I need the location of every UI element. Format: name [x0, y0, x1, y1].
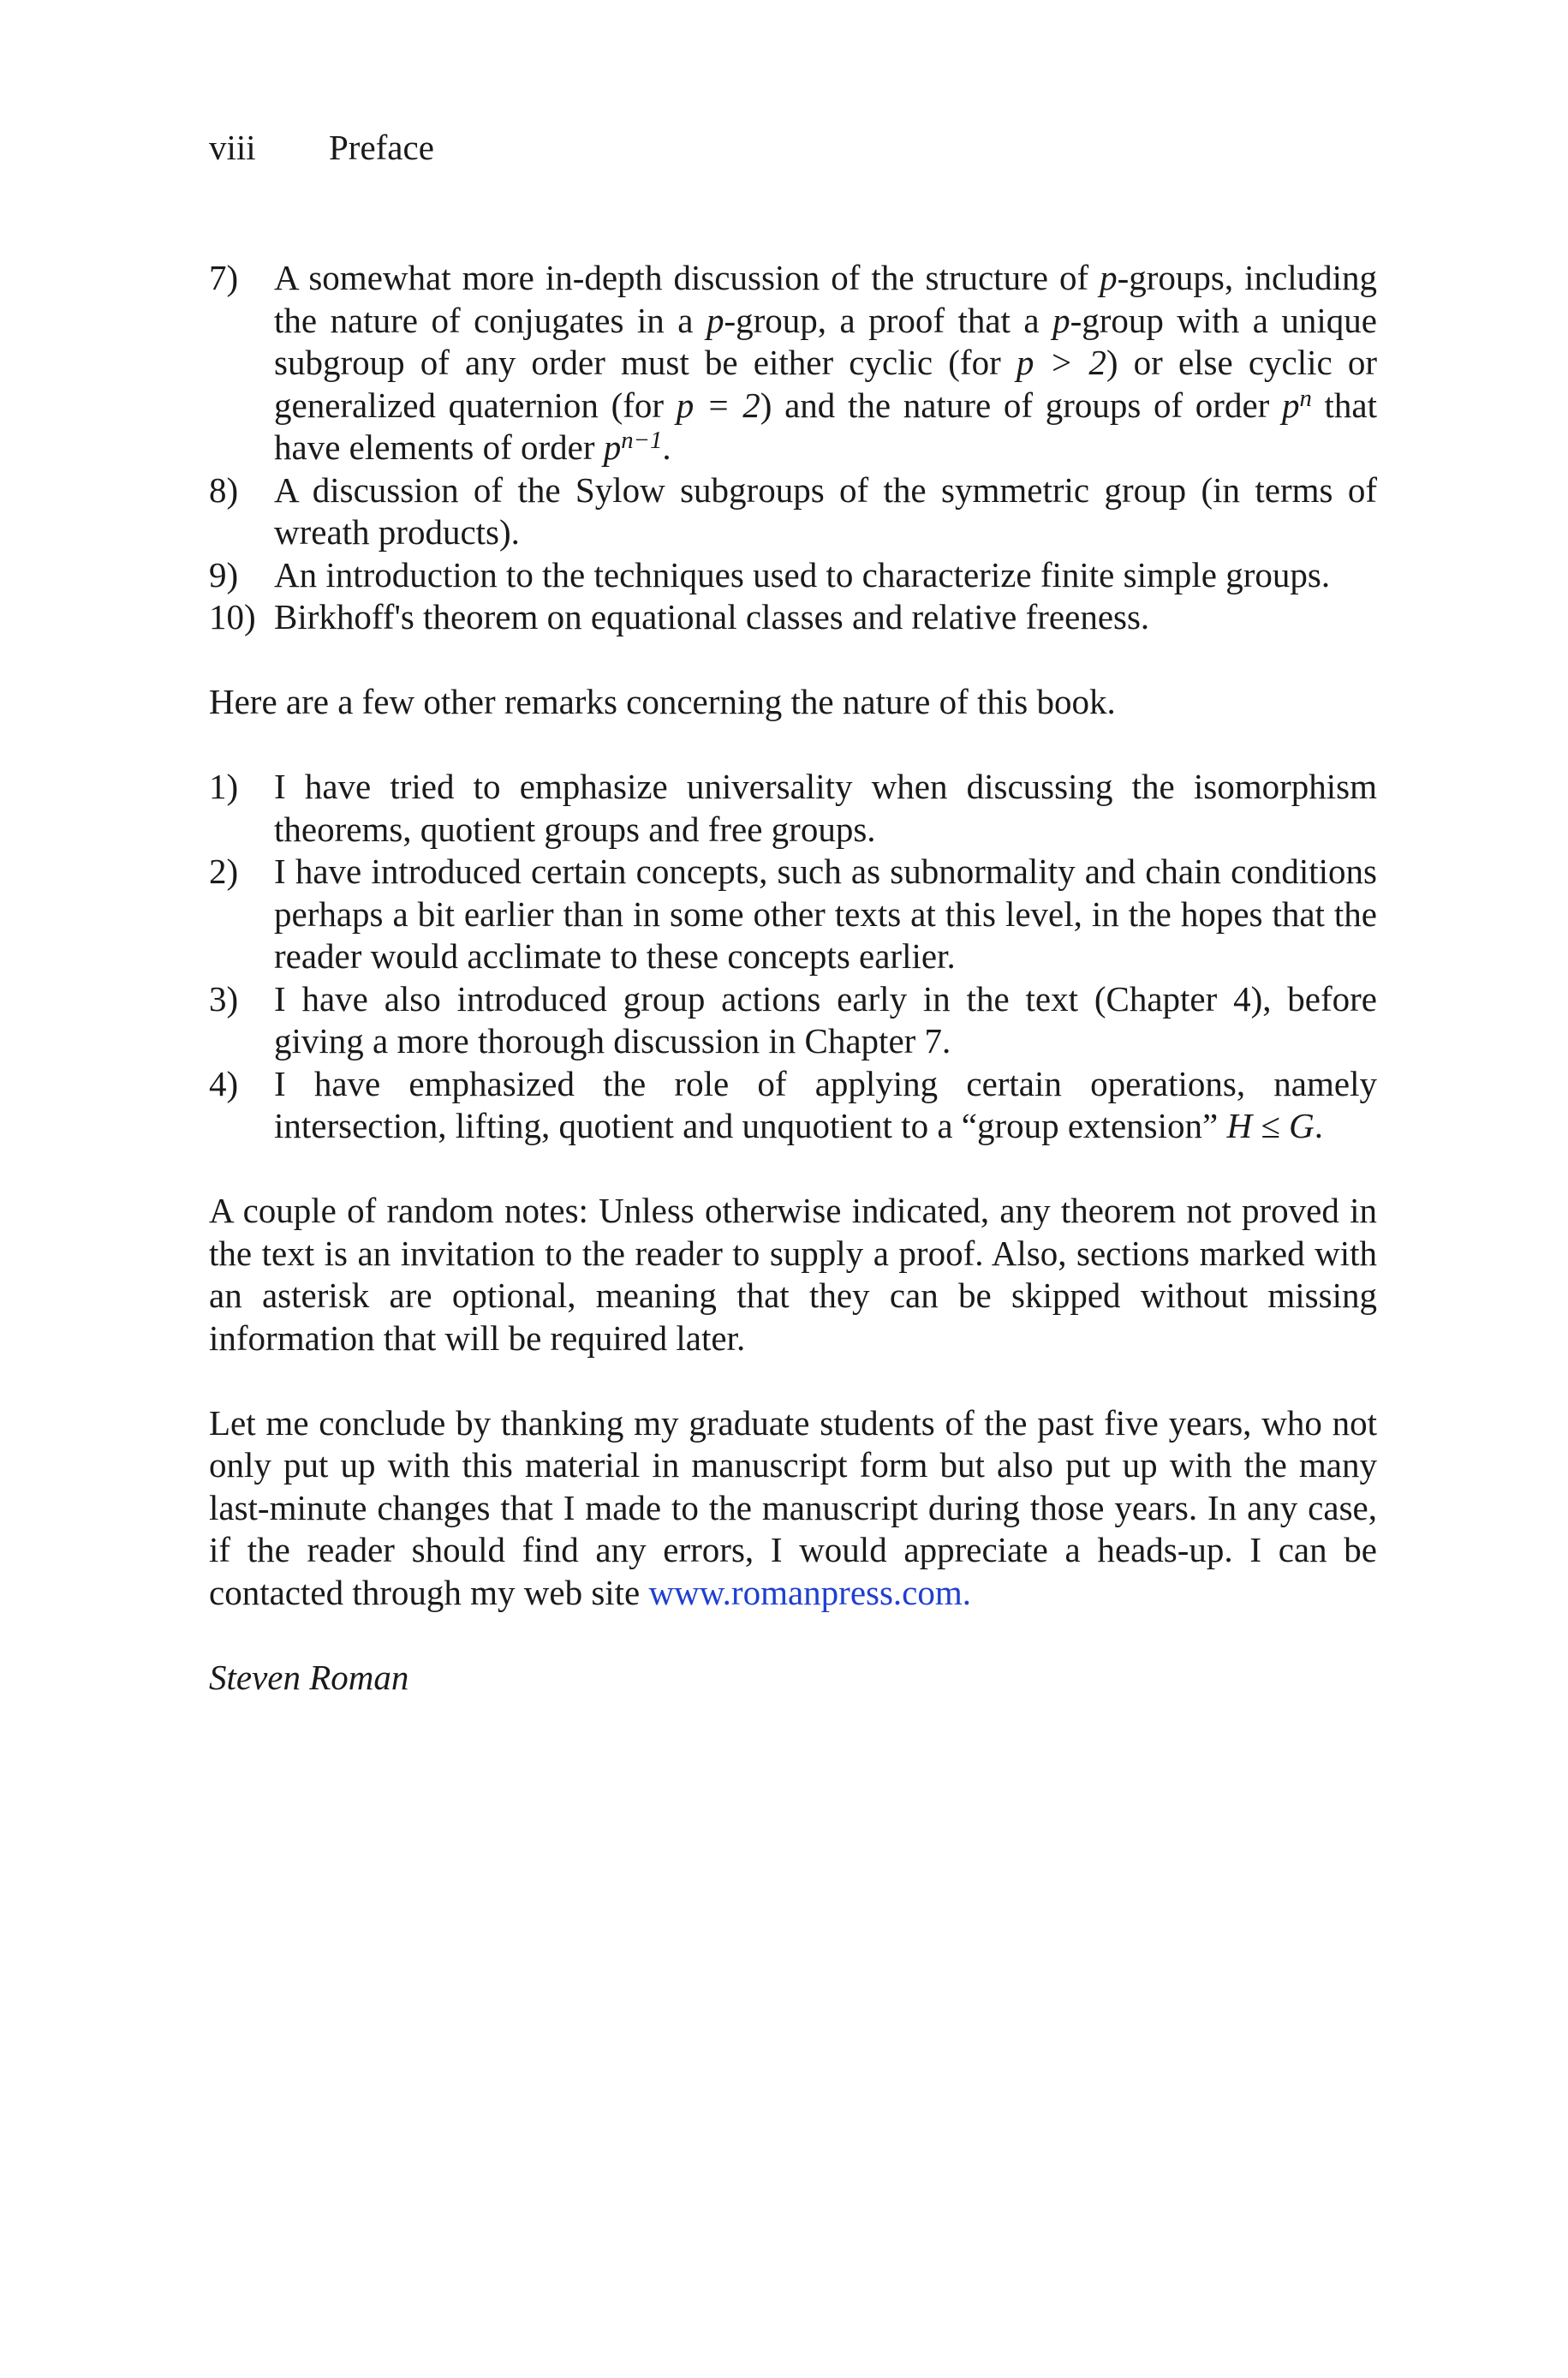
list-item-text: I have tried to emphasize universality when discussing the isomorphism theorems, quotient groups and free groups.	[274, 767, 1377, 849]
list-item-number: 7)	[209, 258, 239, 297]
list-item	[209, 596, 1377, 639]
list-item-number: 3)	[209, 978, 239, 1019]
math-inequality: p > 2	[1016, 343, 1106, 382]
running-title: Preface	[329, 128, 434, 167]
list-item-number: 1)	[209, 767, 239, 806]
math-p: p	[706, 300, 724, 340]
feature-list-continued	[209, 257, 1377, 639]
list-item-text: An introduction to the techniques used to characterize finite simple groups.	[274, 554, 1331, 594]
list-item	[209, 766, 1377, 851]
list-item-number: 2)	[209, 851, 239, 891]
notes-paragraph: A couple of random notes: Unless otherwise indicated, any theorem not proved in the text is an invitation to the reader to supply a proof. Also, sections marked with an asterisk are optional, meaning that they can be skipped without missing information that will be required later.	[209, 1191, 1377, 1358]
list-item-text: A discussion of the Sylow subgroups of the symmetric group (in terms of wreath products).	[274, 469, 1377, 552]
list-item	[209, 978, 1377, 1063]
math-p: p	[1100, 258, 1118, 297]
list-item-text: I have also introduced group actions early in the text (Chapter 4), before giving a more thorough discussion in Chapter 7.	[274, 978, 1377, 1061]
math-power: $p^n$	[1282, 384, 1312, 425]
page-number: viii	[209, 128, 256, 167]
list-item-number: 10)	[209, 597, 256, 636]
math-power: $p^{n-1}$	[603, 427, 663, 467]
list-item-text: I have introduced certain concepts, such as subnormality and chain conditions perhaps a bit earlier than in some other texts at this level, in the hopes that the reader would acclimate to these concepts earlier.	[274, 851, 1377, 976]
list-item-number: 4)	[209, 1063, 239, 1103]
list-item	[209, 851, 1377, 978]
list-item-text: A somewhat more in-depth discussion of the structure of p-groups, including the nature of conjugates in a p-group, a proof that a p-group with a unique subgroup of any order must be either cyclic (for p > 2) or else cyclic or generalized quaternion (for p = 2) and the nature of groups of order $p^n$ that have elements of order $p^{n-1}$.	[274, 258, 1378, 467]
list-item	[209, 1063, 1377, 1148]
page-body	[209, 257, 1377, 1699]
math-equation: p = 2	[676, 385, 760, 425]
list-item-text: I have emphasized the role of applying certain operations, namely intersection, lifting, quotient and unquotient to a “group extension” H ≤ G.	[274, 1063, 1377, 1145]
list-item	[209, 257, 1377, 469]
list-item-number: 9)	[209, 554, 239, 594]
list-item-text: Birkhoff's theorem on equational classes and relative freeness.	[274, 597, 1150, 636]
remarks-intro: Here are a few other remarks concerning the nature of this book.	[209, 682, 1116, 721]
list-item	[209, 554, 1377, 597]
conclusion-paragraph: Let me conclude by thanking my graduate students of the past five years, who not only put up with this material in manuscript form but also put up with the many last-minute changes that I made to the manuscript during those years. In any case, if the reader should find any errors, I would appreciate a heads-up. I can be contacted through my web site www.romanpress.com.	[209, 1402, 1377, 1612]
math-p: p	[1052, 300, 1070, 340]
remarks-list	[209, 766, 1377, 1148]
website-link[interactable]: www.romanpress.com.	[648, 1572, 972, 1612]
author-signature: Steven Roman	[209, 1657, 409, 1697]
math-subgroup-relation: H ≤ G	[1226, 1106, 1315, 1145]
list-item	[209, 469, 1377, 554]
running-header	[209, 125, 434, 170]
list-item-number: 8)	[209, 469, 239, 510]
